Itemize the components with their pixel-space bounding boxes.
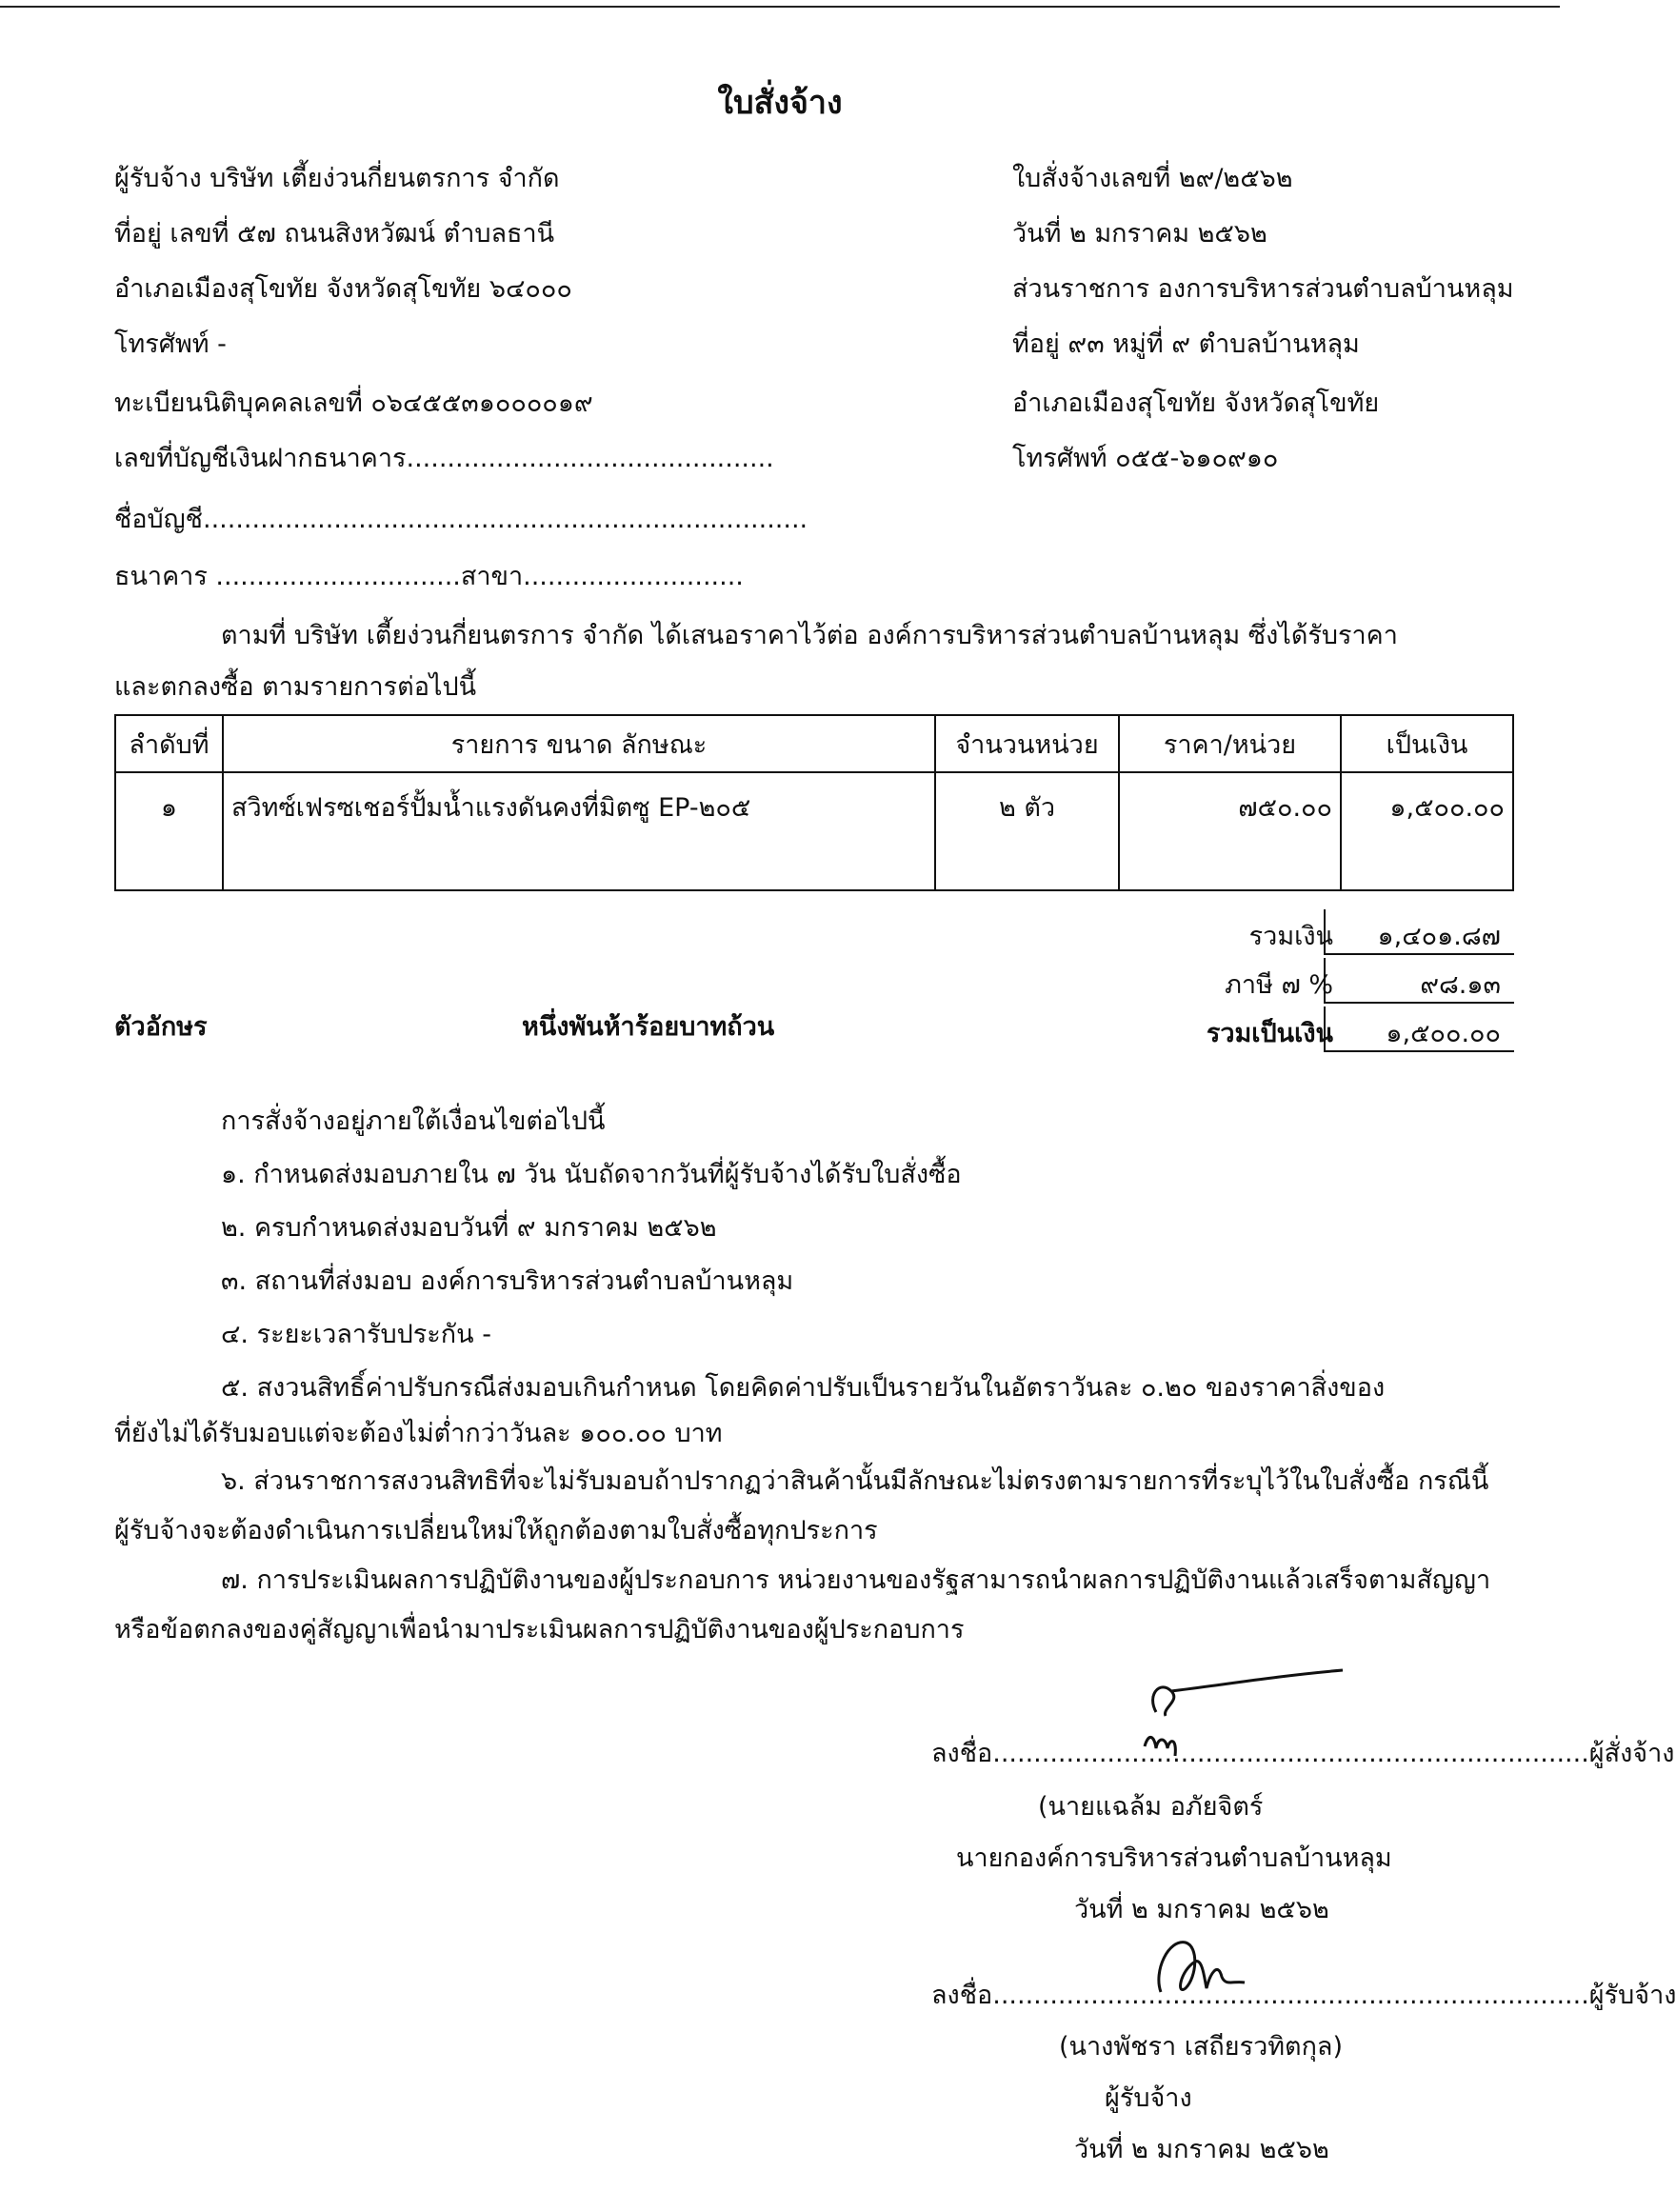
items-table [114, 714, 1514, 891]
header-item: รายการ ขนาด ลักษณะ [223, 715, 935, 772]
contractor-address-1: ที่อยู่ เลขที่ ๕๗ ถนนสิงหวัฒน์ ตำบลธานี [114, 219, 555, 249]
header-amount: เป็นเงิน [1341, 715, 1513, 772]
bank-branch: ธนาคาร ..............................สาขา........................... [114, 562, 744, 591]
cell-qty: ๒ ตัว [935, 772, 1119, 890]
cell-price: ๗๕๐.๐๐ [1119, 772, 1341, 890]
top-border-line [0, 6, 1560, 8]
vat-value: ๙๘.๑๓ [1420, 970, 1501, 1000]
subtotal-label: รวมเงิน [1248, 922, 1333, 951]
table-header-row [115, 715, 1513, 772]
contractor-sign-line: ลงชื่อ.........................................................................ผู้รับจ้าง [931, 1981, 1676, 2010]
in-words-label: ตัวอักษร [114, 1012, 208, 1042]
total-value: ๑,๕๐๐.๐๐ [1386, 1019, 1501, 1048]
contractor-signer-name: (นางพัชรา เสถียรวทิตกุล) [1059, 2032, 1344, 2062]
header-no: ลำดับที่ [115, 715, 223, 772]
account-name: ชื่อบัญชี.......................................................................... [114, 505, 808, 534]
agency-phone: โทรศัพท์ ๐๕๕-๖๑๐๙๑๐ [1012, 444, 1279, 473]
document-title: ใบสั่งจ้าง [717, 84, 843, 122]
orderer-sign-line: ลงชื่อ.........................................................................ผู้สั่งจ้าง [931, 1739, 1675, 1768]
cell-item: สวิทซ์เฟรซเชอร์ปั้มน้ำแรงดันคงที่มิตซู EP-๒๐๕ [223, 772, 935, 890]
order-date: วันที่ ๒ มกราคม ๒๕๖๒ [1012, 219, 1267, 249]
intro-line-1: ตามที่ บริษัท เตี้ยง่วนกี่ยนตรการ จำกัด ได้เสนอราคาไว้ต่อ องค์การบริหารส่วนตำบลบ้านหลุม ซึ่งได้รับราคา [221, 621, 1398, 650]
subtotal-value: ๑,๔๐๑.๘๗ [1377, 922, 1501, 951]
header-qty: จำนวนหน่วย [935, 715, 1119, 772]
orderer-position: นายกองค์การบริหารส่วนตำบลบ้านหลุม [956, 1843, 1392, 1873]
orderer-name: (นายแฉล้ม อภัยจิตร์ [1038, 1792, 1264, 1822]
orderer-date: วันที่ ๒ มกราคม ๒๕๖๒ [1074, 1895, 1329, 1924]
contractor-signer-position: ผู้รับจ้าง [1105, 2083, 1192, 2113]
table-row [115, 772, 1513, 890]
vat-row [1074, 958, 1514, 1004]
total-row [1074, 1006, 1514, 1052]
conditions-title: การสั่งจ้างอยู่ภายใต้เงื่อนไขต่อไปนี้ [221, 1106, 606, 1136]
condition-item: ๗. การประเมินผลการปฏิบัติงานของผู้ประกอบการ หน่วยงานของรัฐสามารถนำผลการปฏิบัติงานแล้วเสร็จตามสัญญา [221, 1565, 1491, 1595]
condition-item: ๕. สงวนสิทธิ์ค่าปรับกรณีส่งมอบเกินกำหนด โดยคิดค่าปรับเป็นรายวันในอัตราวันละ ๐.๒๐ ของราคาสิ่งของ [221, 1373, 1386, 1403]
agency-address-2: อำเภอเมืองสุโขทัย จังหวัดสุโขทัย [1012, 389, 1380, 418]
condition-item: ๒. ครบกำหนดส่งมอบวันที่ ๙ มกราคม ๒๕๖๒ [221, 1213, 717, 1243]
bank-account-number: เลขที่บัญชีเงินฝากธนาคาร............................................. [114, 444, 774, 473]
contractor-phone: โทรศัพท์ - [114, 329, 227, 359]
in-words-value: หนึ่งพันห้าร้อยบาทถ้วน [522, 1012, 775, 1042]
cell-no: ๑ [115, 772, 223, 890]
condition-item: ๑. กำหนดส่งมอบภายใน ๗ วัน นับถัดจากวันที่ผู้รับจ้างได้รับใบสั่งซื้อ [221, 1160, 962, 1189]
agency-name: ส่วนราชการ องการบริหารส่วนตำบลบ้านหลุม [1012, 274, 1514, 304]
condition-item: ๓. สถานที่ส่งมอบ องค์การบริหารส่วนตำบลบ้านหลุม [221, 1266, 794, 1296]
subtotal-row [1074, 909, 1514, 955]
condition-item: หรือข้อตกลงของคู่สัญญาเพื่อนำมาประเมินผลการปฏิบัติงานของผู้ประกอบการ [114, 1615, 965, 1644]
total-label: รวมเป็นเงิน [1206, 1019, 1333, 1048]
header-price: ราคา/หน่วย [1119, 715, 1341, 772]
contractor-address-2: อำเภอเมืองสุโขทัย จังหวัดสุโขทัย ๖๔๐๐๐ [114, 274, 572, 304]
condition-item: ๖. ส่วนราชการสงวนสิทธิที่จะไม่รับมอบถ้าปรากฏว่าสินค้านั้นมีลักษณะไม่ตรงตามรายการที่ระบุไว้ในใบสั่งซื้อ กรณีนี้ [221, 1466, 1489, 1496]
contractor-signer-date: วันที่ ๒ มกราคม ๒๕๖๒ [1074, 2135, 1329, 2164]
condition-item: ๔. ระยะเวลารับประกัน - [221, 1320, 491, 1349]
vat-label: ภาษี ๗ % [1225, 970, 1333, 1000]
intro-line-2: และตกลงซื้อ ตามรายการต่อไปนี้ [114, 672, 477, 702]
contractor-name: ผู้รับจ้าง บริษัท เตี้ยง่วนกี่ยนตรการ จำกัด [114, 164, 560, 193]
condition-item: ที่ยังไม่ได้รับมอบแต่จะต้องไม่ต่ำกว่าวันละ ๑๐๐.๐๐ บาท [114, 1419, 723, 1448]
cell-amount: ๑,๕๐๐.๐๐ [1341, 772, 1513, 890]
agency-address-1: ที่อยู่ ๙๓ หมู่ที่ ๙ ตำบลบ้านหลุม [1012, 329, 1360, 359]
contractor-registration: ทะเบียนนิติบุคคลเลขที่ ๐๖๔๕๕๓๑๐๐๐๐๑๙ [114, 389, 593, 418]
order-number: ใบสั่งจ้างเลขที่ ๒๙/๒๕๖๒ [1012, 164, 1293, 193]
condition-item: ผู้รับจ้างจะต้องดำเนินการเปลี่ยนใหม่ให้ถูกต้องตามใบสั่งซื้อทุกประการ [114, 1516, 878, 1545]
